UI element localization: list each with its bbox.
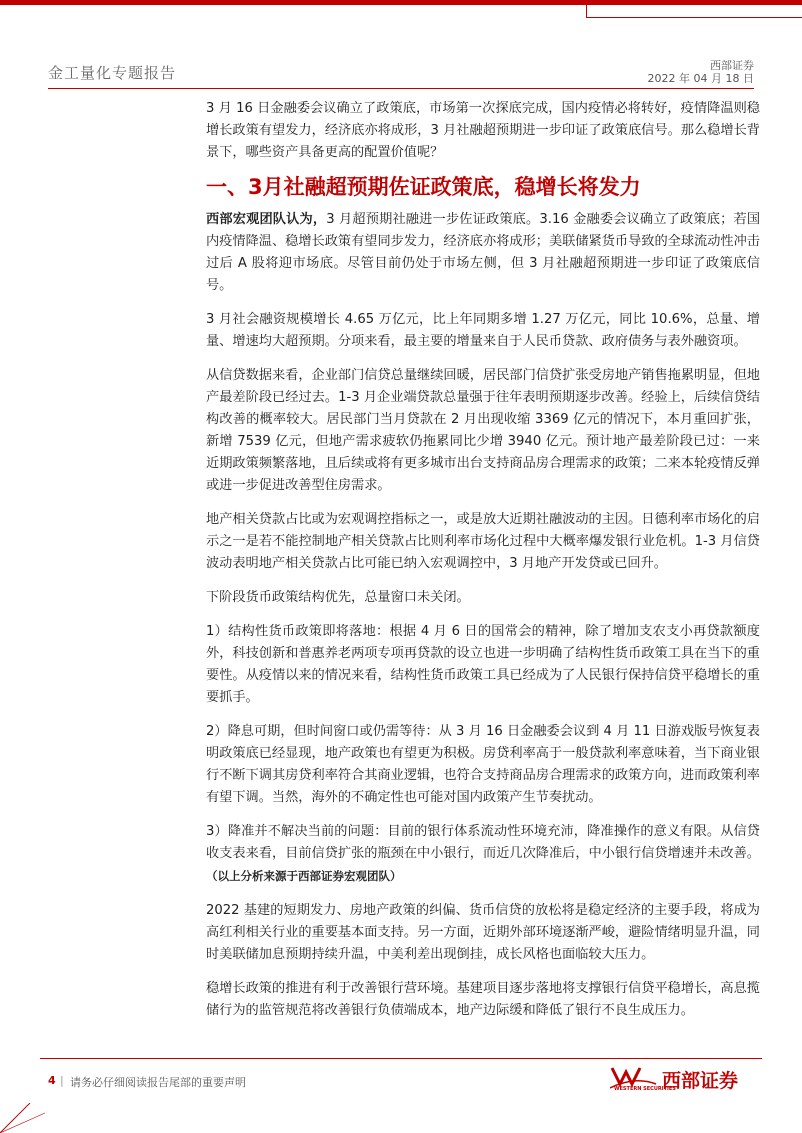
paragraph-2: 3 月社会融资规模增长 4.65 万亿元，比上年同期多增 1.27 万亿元，同比 10.6%，总量、增量、增速均大超预期。分项来看，最主要的增量来自于人民币贷款、政府债务与表外融资项。 xyxy=(206,312,760,349)
paragraph-4: 地产相关贷款占比或为宏观调控指标之一，或是放大近期社融波动的主因。日德利率市场化的启示之一是若不能控制地产相关贷款占比则利率市场化过程中大概率爆发银行业危机。1-3 月信贷波动表明地产相关贷款占比可能已纳入宏观调控中，3 月地产开发贷或已回升。 xyxy=(206,512,760,571)
paragraph-1-lead: 西部宏观团队认为， xyxy=(206,212,327,227)
intro-paragraph: 3 月 16 日金融委会议确立了政策底，市场第一次探底完成，国内疫情必将转好，疫情降温则稳增长政策有望发力，经济底亦将成形，3 月社融超预期进一步印证了政策底信号。那么稳增长背景下，哪些资产具备更高的配置价值呢？ xyxy=(206,101,760,160)
paragraph-7: 2）降息可期，但时间窗口或仍需等待：从 3 月 16 日金融委会议到 4 月 11 日游戏版号恢复表明政策底已经显现，地产政策也有望更为积极。房贷利率高于一般贷款利率意味着，当下商业银行不断下调其房贷利率符合其商业逻辑，也符合支持商品房合理需求的政策方向，进而政策利率有望下调。当然，海外的不确定性也可能对国内政策产生节奏扰动。 xyxy=(206,724,760,805)
page-number: 4 xyxy=(48,1074,56,1087)
paragraph-6: 1）结构性货币政策即将落地：根据 4 月 6 日的国常会的精神，除了增加支农支小再贷款额度外，科技创新和普惠养老两项专项再贷款的设立也进一步明确了结构性货币政策工具在当下的重要性。从疫情以来的情况来看，结构性货币政策工具已经成为了人民银行保持信贷平稳增长的重要抓手。 xyxy=(206,624,760,705)
paragraph-1 xyxy=(206,209,760,297)
top-corner-frame xyxy=(586,0,802,18)
footer-separator: | xyxy=(60,1074,64,1087)
corner-decoration xyxy=(0,1103,55,1133)
western-securities-logo-icon xyxy=(610,1064,658,1098)
paragraph-8-text: 3）降准并不解决当前的问题：目前的银行体系流动性环境充沛，降准操作的意义有限。从信贷收支表来看，目前信贷扩张的瓶颈在中小银行，而近几次降准后，中小银行信贷增速并未改善。 xyxy=(206,824,760,861)
logo-text: 西部证券 xyxy=(662,1070,739,1092)
header-company: 西部证券 xyxy=(710,59,754,72)
paragraph-1-text: 3 月超预期社融进一步佐证政策底。3.16 金融委会议确立了政策底；若国内疫情降温、稳增长政策有望同步发力，经济底亦将成形；美联储紧货币导致的全球流动性冲击过后 A 股将迎市场底。尽管目前仍处于市场左侧，但 3 月社融超预期进一步印证了政策底信号。 xyxy=(206,212,761,293)
company-logo xyxy=(610,1064,760,1098)
footer-divider xyxy=(40,1058,762,1059)
intro-block xyxy=(206,98,760,176)
report-date: 2022 年 04 月 18 日 xyxy=(647,72,754,85)
paragraph-3: 从信贷数据来看，企业部门信贷总量继续回暖，居民部门信贷扩张受房地产销售拖累明显，但地产最差阶段已经过去。1-3 月企业端贷款总量强于往年表明预期逐步改善。经验上，后续信贷结构改善的概率较大。居民部门当月贷款在 2 月出现收缩 3369 亿元的情况下，本月重回扩张，新增 7539 亿元，但地产需求疲软仍拖累同比少增 3940 亿元。预计地产最差阶段已过：一来近期政策频繁落地，且后续或将有更多城市出台支持商品房合理需求的政策；二来本轮疫情反弹或进一步促进改善型住房需求。 xyxy=(206,368,760,493)
paragraph-5: 下阶段货币政策结构优先，总量窗口未关闭。 xyxy=(206,590,470,605)
section-body xyxy=(206,209,760,1034)
paragraph-9: 2022 基建的短期发力、房地产政策的纠偏、货币信贷的放松将是稳定经济的主要手段，将成为高红利相关行业的重要基本面支持。另一方面，近期外部环境逐渐严峻，避险情绪明显升温，同时美联储加息预期持续升温，中美利差出现倒挂，成长风格也面临较大压力。 xyxy=(206,903,760,962)
logo-subtitle: WESTERN SECURITIES xyxy=(614,1086,676,1092)
source-note: （以上分析来源于西部证券宏观团队） xyxy=(206,869,402,883)
paragraph-8 xyxy=(206,821,760,888)
paragraph-10: 稳增长政策的推进有利于改善银行营环境。基建项目逐步落地将支撑银行信贷平稳增长，高息揽储行为的监管规范将改善银行负债端成本，地产边际缓和降低了银行不良生成压力。 xyxy=(206,981,760,1018)
report-type-label: 金工量化专题报告 xyxy=(48,64,177,82)
header-divider xyxy=(48,88,754,89)
footer-disclaimer: 请务必仔细阅读报告尾部的重要声明 xyxy=(70,1076,246,1089)
section-title: 一、3月社融超预期佐证政策底，稳增长将发力 xyxy=(206,175,641,199)
